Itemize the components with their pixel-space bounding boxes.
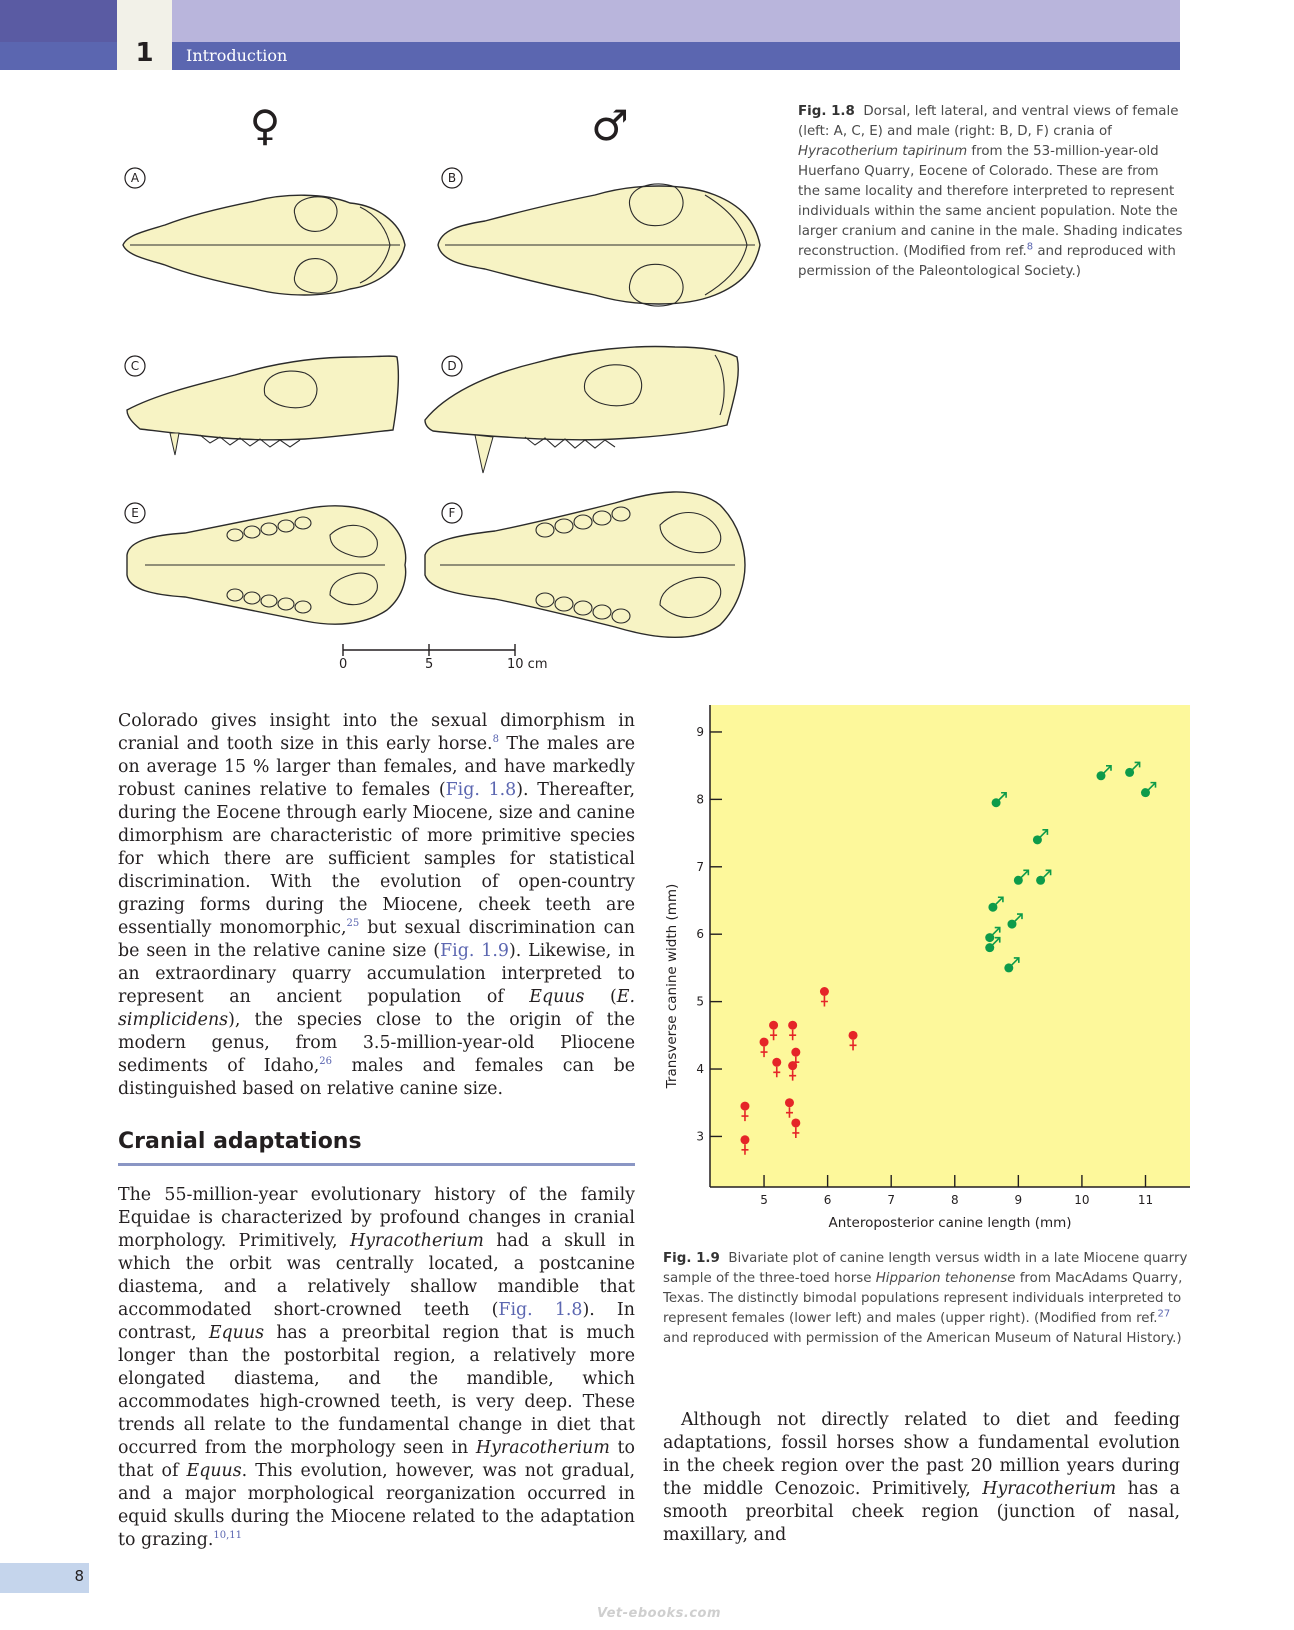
svg-text:C: C <box>130 359 140 373</box>
panel-label-d <box>442 356 462 376</box>
figure-1-9-caption: Fig. 1.9 Bivariate plot of canine length versus width in a late Miocene quarry sample of the three-toed horse Hipparion tehonense from MacAdams Quarry, Texas. The distinctly bimodal populations represent individuals interpreted to represent females (lower left) and males (upper right). (Modified from ref.$^{27}$ and reproduced with permission of the American Museum of Natural History.) <box>663 1251 1188 1346</box>
x-tick-label: 10 <box>1074 1193 1090 1207</box>
reference-superscript[interactable]: 8 <box>1026 241 1034 253</box>
reference-superscript[interactable]: 8 <box>492 734 499 746</box>
figure-link[interactable]: Fig. 1.9 <box>440 941 509 961</box>
y-tick-label: 4 <box>696 1062 704 1077</box>
panel-label-c <box>125 356 145 376</box>
skull-male-ventral <box>425 492 745 637</box>
body-paragraph-dimorphism: Colorado gives insight into the sexual dimorphism in cranial and tooth size in this early horse.$^8$ The males are on average 15 % larger than females, and have markedly robust canines relative to females (Fig. 1.8). Thereafter, during the Eocene through early Miocene, size and canine dimorphism are characteristic of more primitive species for which there are sufficient samples for statistical discrimination. With the evolution of open-country grazing forms during the Miocene, cheek teeth are essentially monomorphic,$^{25}$ but sexual discrimination can be seen in the relative canine size (Fig. 1.9). Likewise, in an extraordinary quarry accumulation interpreted to represent an ancient population of Equus (E. simplicidens), the species close to the origin of the modern genus, from 3.5-million-year-old Pliocene sediments of Idaho,$^{26}$ males and females can be distinguished based on relative canine size. <box>118 711 635 1099</box>
svg-text:E: E <box>131 506 139 520</box>
skull-male-lateral <box>425 347 738 473</box>
panel-label-a <box>125 168 145 188</box>
x-tick-label: 5 <box>760 1193 768 1207</box>
reference-superscript[interactable]: 27 <box>1157 1308 1171 1320</box>
y-tick-label: 5 <box>696 994 704 1009</box>
caption-text: from the 53-million-year-old Huerfano Quarry, Eocene of Colorado. These are from the same locality and therefore interpreted to represent individuals within the same ancient population. Note the larger cranium and canine in the male. Shading indicates reconstruction. (Modified from ref. <box>798 144 1183 259</box>
svg-text:A: A <box>130 171 140 185</box>
y-axis-label: Transverse canine width (mm) <box>664 883 680 1089</box>
skull-male-dorsal <box>438 184 760 306</box>
reference-superscript[interactable]: 25 <box>346 918 360 930</box>
scale-label-10cm: 10 cm <box>507 657 548 672</box>
page-number: 8 <box>74 1567 84 1585</box>
reference-superscript[interactable]: 10,11 <box>213 1530 243 1542</box>
chapter-number: 1 <box>135 38 154 68</box>
watermark: Vet-ebooks.com <box>597 1606 722 1621</box>
figure-1-8-skulls <box>115 95 785 675</box>
x-tick-label: 9 <box>1014 1193 1023 1207</box>
figure-1-9-caption-label: Fig. 1.9 <box>663 1251 720 1266</box>
y-tick-label: 6 <box>696 927 704 942</box>
scale-label-5: 5 <box>425 657 434 672</box>
x-tick-label: 6 <box>823 1193 832 1207</box>
scale-bar <box>339 644 548 672</box>
panel-label-b <box>442 168 462 188</box>
figure-1-9-scatter-chart <box>660 705 1190 1245</box>
header-band-left <box>0 0 117 42</box>
figure-link[interactable]: Fig. 1.8 <box>445 780 517 800</box>
y-tick-label: 8 <box>696 792 704 807</box>
chapter-title: Introduction <box>186 46 288 65</box>
body-paragraph-cranial: The 55-million-year evolutionary history of the family Equidae is characterized by profound changes in cranial morphology. Primitively, Hyracotherium had a skull in which the orbit was centrally located, a postcanine diastema, and a relatively shallow mandible that accommodated short-crowned teeth (Fig. 1.8). In contrast, Equus has a preorbital region that is much longer than the postorbital region, a relatively more elongated diastema, and the mandible, which accommodates high-crowned teeth, is very deep. These trends all relate to the fundamental change in diet that occurred from the morphology seen in Hyracotherium to that of Equus. This evolution, however, was not gradual, and a major morphological reorganization occurred in equid skulls during the Miocene related to the adaptation to grazing.$^{10,11}$ <box>118 1185 636 1550</box>
x-tick-label: 8 <box>950 1193 959 1207</box>
svg-text:B: B <box>447 171 457 185</box>
section-heading-rule <box>118 1163 635 1166</box>
figure-1-8-caption-label: Fig. 1.8 <box>798 104 855 119</box>
reference-superscript[interactable]: 26 <box>319 1056 333 1068</box>
female-symbol: ♀ <box>249 101 281 150</box>
caption-text: and reproduced with permission of the Paleontological Society.) <box>798 244 1176 279</box>
panel-label-e <box>125 503 145 523</box>
plot-background <box>710 705 1190 1187</box>
scale-label-0: 0 <box>339 657 348 672</box>
skull-female-dorsal <box>123 195 405 295</box>
svg-text:D: D <box>447 359 457 373</box>
figure-1-8-caption <box>798 102 1183 282</box>
y-tick-label: 3 <box>696 1129 704 1144</box>
skull-female-ventral <box>127 506 406 624</box>
skull-female-lateral <box>127 356 398 455</box>
header-bar <box>0 42 1180 70</box>
caption-species: Hipparion tehonense <box>875 1271 1016 1286</box>
header-band-top <box>0 0 1180 42</box>
x-tick-label: 11 <box>1137 1193 1154 1207</box>
caption-species: Hyracotherium tapirinum <box>798 144 968 159</box>
y-tick-label: 7 <box>696 859 704 874</box>
y-tick-label: 9 <box>696 724 704 739</box>
svg-text:F: F <box>448 506 456 520</box>
body-paragraph-cheek-region: Although not directly related to diet and feeding adaptations, fossil horses show a fundamental evolution in the cheek region over the past 20 million years during the middle Cenozoic. Primitively, Hyracotherium has a smooth preorbital cheek region (junction of nasal, maxillary, and <box>663 1410 1180 1545</box>
section-heading: Cranial adaptations <box>118 1129 362 1154</box>
x-tick-label: 7 <box>887 1193 896 1207</box>
male-symbol: ♂ <box>591 101 629 150</box>
panel-label-f <box>442 503 462 523</box>
caption-text: Dorsal, left lateral, and ventral views of female (left: A, C, E) and male (right: B, D, F) crania of <box>798 104 1179 139</box>
figure-link[interactable]: Fig. 1.8 <box>498 1300 583 1320</box>
x-axis-label: Anteroposterior canine length (mm) <box>828 1215 1072 1231</box>
